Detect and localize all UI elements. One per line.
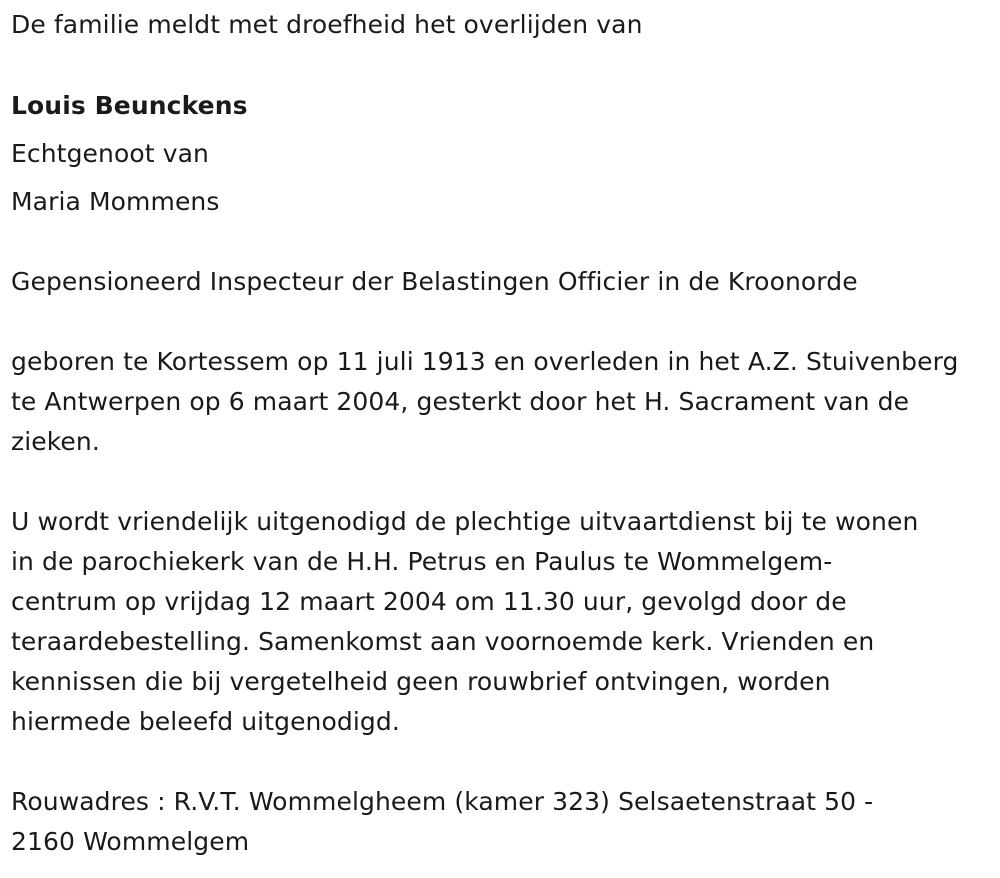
paragraph-line: U wordt vriendelijk uitgenodigd de plechtige uitvaartdienst bij te wonen [11, 507, 919, 536]
spouse-name: Maria Mommens [11, 187, 220, 216]
deceased-name: Louis Beunckens [11, 91, 248, 120]
address-paragraph [11, 782, 993, 862]
intro-text: De familie meldt met droefheid het overlijden van [11, 10, 643, 39]
paragraph-line: in de parochiekerk van de H.H. Petrus en Paulus te Wommelgem- [11, 547, 833, 576]
relation-text: Echtgenoot van [11, 139, 209, 168]
paragraph-line: geboren te Kortessem op 11 juli 1913 en overleden in het A.Z. Stuivenberg [11, 347, 959, 376]
paragraph-line: Rouwadres : R.V.T. Wommelgheem (kamer 323) Selsaetenstraat 50 - [11, 787, 874, 816]
paragraph-line: zieken. [11, 427, 100, 456]
invitation-paragraph [11, 502, 993, 742]
paragraph-line: hiermede beleefd uitgenodigd. [11, 707, 400, 736]
paragraph-line: 2160 Wommelgem [11, 827, 250, 856]
paragraph-line: teraardebestelling. Samenkomst aan voornoemde kerk. Vrienden en [11, 627, 875, 656]
deceased-title: Gepensioneerd Inspecteur der Belastingen Officier in de Kroonorde [11, 267, 858, 296]
paragraph-line: kennissen die bij vergetelheid geen rouwbrief ontvingen, worden [11, 667, 831, 696]
paragraph-line: centrum op vrijdag 12 maart 2004 om 11.30 uur, gevolgd door de [11, 587, 847, 616]
birth-death-paragraph [11, 342, 993, 462]
paragraph-line: te Antwerpen op 6 maart 2004, gesterkt door het H. Sacrament van de [11, 387, 910, 416]
